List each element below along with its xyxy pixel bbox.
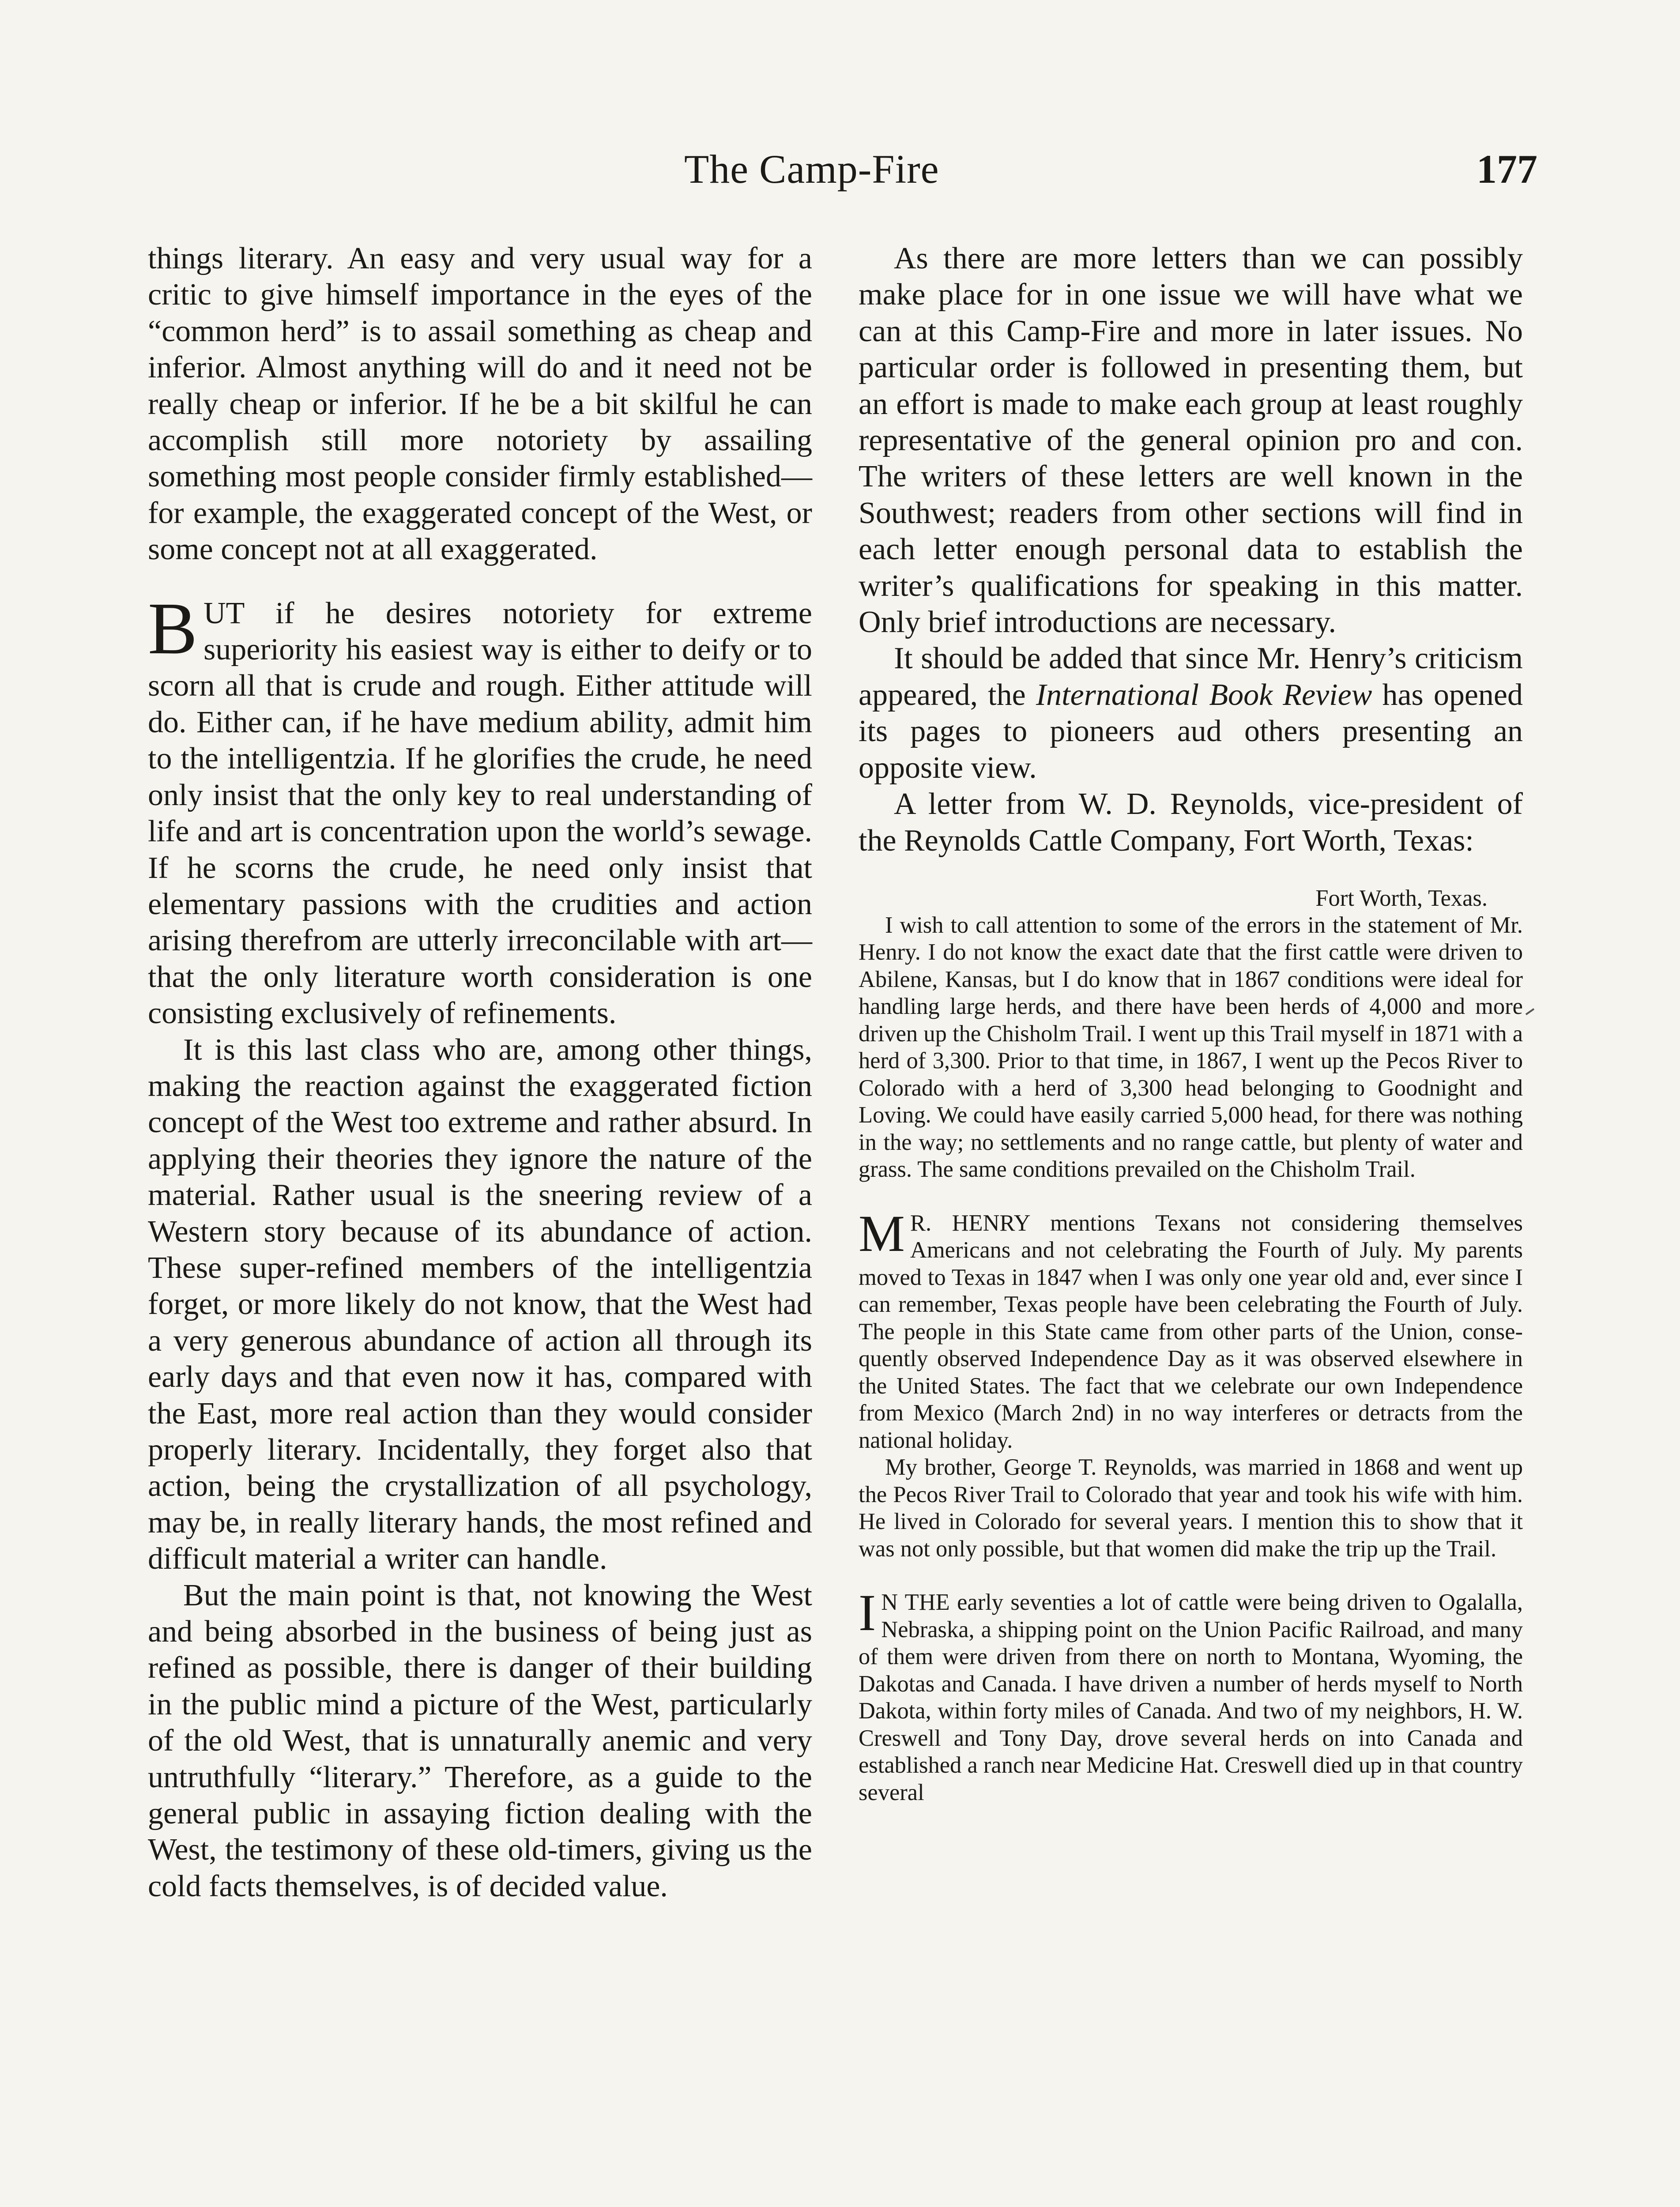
- paragraph-text: R. HENRY mentions Texans not considering themselves Americans and not celebrating the Fourth of July. My parents moved to Texas in 1847 when I was only one year old and, ever since I can remember, Texas people have been celebrating the Fourth of July. The people in this State came from other parts of the Union, consequently observed Independence Day as it was observed elsewhere in the United States. The fact that we celebrate our own Independence from Mexico (March 2nd) in no way interferes or detracts from the national holiday.: [859, 1210, 1523, 1453]
- stray-mark: [1526, 1008, 1534, 1015]
- letter-paragraph: I wish to call attention to some of the errors in the statement of Mr. Henry. I do not know the exact date that the first cattle were driven to Abilene, Kansas, but I do know that in 1867 conditions were ideal for handling large herds, and there have been herds of 4,000 and more driven up the Chisholm Trail. I went up this Trail myself in 1871 with a herd of 3,300. Prior to that time, in 1867, I went up the Pecos River to Colorado with a herd of 3,300 head belonging to Goodnight and Loving. We could have easily carried 5,000 head, for there was nothing in the way; no settlements and no range cattle, but plenty of water and grass. The same conditions prevailed on the Chisholm Trail.: [859, 912, 1523, 1183]
- paragraph: It is this last class who are, among other things, making the reaction against the exaggerated fiction concept of the West too extreme and rather absurd. In applying their theories they ignore the nature of the material. Rather usual is the sneering review of a Western story because of its abundance of action. These super-refined members of the intelligentzia forget, or more likely do not know, that the West had a very generous abundance of action all through its early days and that even now it has, compared with the East, more real action than they would consider properly literary. Incidentally, they forget also that action, being the crystallization of all psychology, may be, in really literary hands, the most refined and difficult material a writer can handle.: [148, 1032, 812, 1576]
- drop-cap: M: [859, 1204, 905, 1262]
- reader-letter: [859, 885, 1523, 1807]
- publication-title: International Book Review: [1036, 678, 1372, 712]
- letter-paragraph-with-dropcap: [859, 1584, 1523, 1806]
- paragraph-text: It should be added that since Mr. Henry’s criticism appeared, the: [859, 641, 1523, 712]
- paragraph: A letter from W. D. Reynolds, vice-president of the Reynolds Cattle Company, Fort Worth, Texas:: [859, 787, 1523, 858]
- paragraph: As there are more letters than we can possibly make place for in one issue we will have what we can at this Camp-Fire and more in later issues. No particular order is followed in presenting them, but an effort is made to make each group at least roughly representative of the general opinion pro and con. The writers of these letters are well known in the Southwest; readers from other sections will find in each letter enough personal data to establish the writer’s qualifications for speaking in this matter. Only brief introductions are necessary.: [859, 241, 1523, 640]
- drop-cap: I: [859, 1584, 876, 1642]
- paragraph-text: UT if he desires notoriety for extreme superiority his easiest way is either to deify or to scorn all that is crude and rough. Either attitude will do. Either can, if he have medium ability, admit him to the intelligentzia. If he glorifies the crude, he need only insist that the only key to real understanding of life and art is concentration upon the world’s sewage. If he scorns the crude, he need only insist that elementary passions with the crudities and action arising therefrom are utterly irreconcilable with art—that the only literature worth consideration is one consisting exclusively of refinements.: [148, 596, 812, 1031]
- running-title: The Camp-Fire: [684, 147, 939, 192]
- letter-paragraph: My brother, George T. Reynolds, was married in 1868 and went up the Pecos River Trail to Colorado that year and took his wife with him. He lived in Colorado for several years. I mention this to show that it was not only possible, but that women did make the trip up the Trail.: [859, 1454, 1523, 1562]
- letter-paragraph-with-dropcap: [859, 1204, 1523, 1454]
- drop-cap: B: [148, 587, 198, 670]
- page-number: 177: [1477, 147, 1537, 192]
- left-column: [148, 241, 812, 1905]
- paragraph-text: has opened its pages to pioneers aud others presenting an opposite view.: [859, 678, 1523, 785]
- letter-dateline: Fort Worth, Texas.: [1315, 885, 1488, 911]
- paragraph: things literary. An easy and very usual way for a critic to give himself importance in the eyes of the “common herd” is to assail something as cheap and inferior. Almost anything will do and it need not be really cheap or inferior. If he be a bit skilful he can accomplish still more notoriety by assailing something most people consider firmly established—for example, the exaggerated concept of the West, or some concept not at all exaggerated.: [148, 241, 812, 567]
- paragraph: But the main point is that, not knowing the West and being absorbed in the business of being just as refined as possible, there is danger of their building in the public mind a picture of the West, particularly of the old West, that is unnaturally anemic and very untruthfully “literary.” Therefore, as a guide to the general public in assaying fiction dealing with the West, the testimony of these old-timers, giving us the cold facts themselves, is of decided value.: [148, 1578, 812, 1903]
- editorial-text: [859, 241, 1523, 859]
- paragraph-with-dropcap: [148, 587, 812, 1032]
- paragraph: [859, 640, 1523, 786]
- right-column: [859, 241, 1523, 1806]
- paragraph-text: N THE early seventies a lot of cattle were being driven to Ogalalla, Nebraska, a shipping point on the Union Pacific Railroad, and many of them were driven from there on north to Montana, Wyoming, the Dakotas and Canada. I have driven a number of herds myself to North Dakota, within forty miles of Canada. And two of my neighbors, H. W. Creswell and Tony Day, drove several herds on into Canada and established a ranch near Medicine Hat. Creswell died up in that country several: [859, 1589, 1523, 1805]
